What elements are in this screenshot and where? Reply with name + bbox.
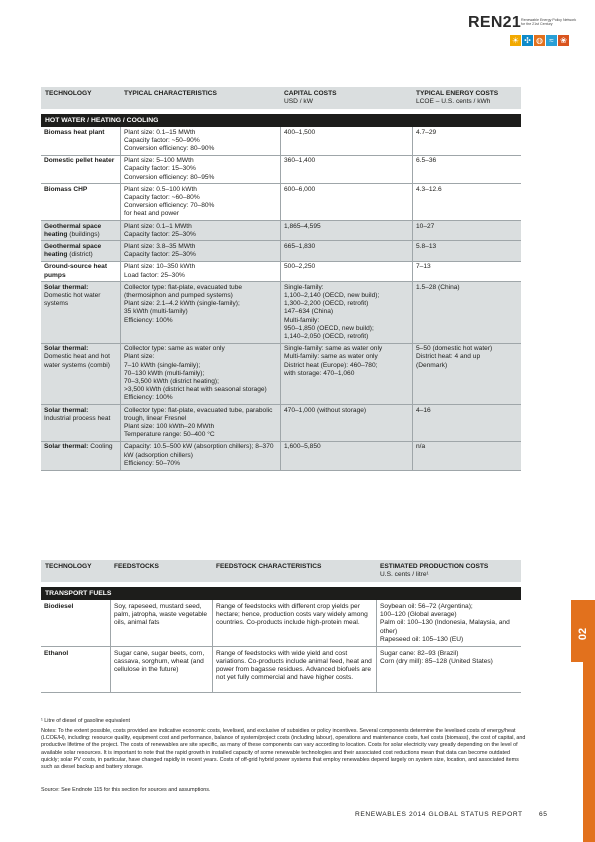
capital-costs-unit: USD / kW: [284, 98, 313, 105]
fuel-cost-table: [41, 560, 521, 693]
feedstocks-cell: Sugar cane, sugar beets, corn, cassava, sorghum, wheat (and cellulose in the future): [110, 647, 212, 692]
capital-cost-cell: 400–1,500: [280, 127, 412, 155]
col-technology: TECHNOLOGY: [45, 90, 92, 97]
capital-cost-cell: 1,865–4,595: [280, 221, 412, 240]
footnote-notes: Notes: To the extent possible, costs provided are indicative economic costs, levelised, and exclusive of subsidies or policy incentives. Several components determine the levelised costs of energy/heat (LCOE/H), including: resource quality, equipment cost and performance, balance of system/project costs (including labour), operations and maintenance costs, fuel costs (biomass), the cost of capital, and productive lifetime of the project. The costs of renewables are site specific, as many of these components can vary according to location. Costs for solar electricity vary greatly depending on the level of available solar resources. It is important to note that the rapid growth in installed capacity of some renewable technologies and their associated cost reductions mean that data can become outdated quickly; solar PV costs, in particular, have changed rapidly in recent years. Costs of off-grid hybrid power systems that employ renewables depend largely on system size, location, and associated items such as diesel backup and battery storage.: [41, 728, 526, 771]
section-transport: TRANSPORT FUELS: [41, 587, 521, 600]
table-row: [41, 221, 521, 241]
heat-table-body: [41, 127, 521, 471]
technology-name: Biomass CHP: [44, 185, 88, 193]
table-row: [41, 127, 521, 156]
technology-name: Solar thermal:: [44, 283, 89, 291]
capital-cost-cell: 360–1,400: [280, 156, 412, 184]
technology-name: Geothermal space heating: [44, 242, 102, 259]
col-characteristics: TYPICAL CHARACTERISTICS: [124, 90, 217, 97]
section-heating: HOT WATER / HEATING / COOLING: [41, 114, 521, 127]
feedstocks-cell: Soy, rapeseed, mustard seed, palm, jatropha, waste vegetable oils, animal fats: [110, 600, 212, 646]
characteristics-cell: Collector type: flat-plate, evacuated tube, parabolic trough, linear Fresnel Plant size: 100 kWth–20 MWth Temperature range: 50–400 °C: [120, 405, 280, 441]
production-cost-cell: Soybean oil: 56–72 (Argentina); 100–120 (Global average) Palm oil: 100–130 (Indonesia, Malaysia, and other) Rapeseed oil: 105–130 (EU): [376, 600, 521, 646]
fuel-table-body: [41, 600, 521, 693]
capital-cost-cell: 600–6,000: [280, 184, 412, 220]
energy-cost-cell: 4–16: [412, 405, 521, 441]
col-capital-costs: [280, 87, 412, 109]
technology-name: Biomass heat plant: [44, 128, 105, 136]
report-title: RENEWABLES 2014 GLOBAL STATUS REPORT: [355, 811, 523, 818]
capital-cost-cell: 1,600–5,850: [280, 442, 412, 470]
production-costs-unit: U.S. cents / litre¹: [380, 571, 429, 578]
energy-cost-cell: 10–27: [412, 221, 521, 240]
geothermal-icon: ❀: [558, 35, 569, 46]
technology-cell: [41, 262, 120, 281]
chapter-number: 02: [577, 627, 589, 641]
heat-cost-table: [41, 87, 521, 471]
production-costs-label: ESTIMATED PRODUCTION COSTS: [380, 563, 489, 570]
col-technology: TECHNOLOGY: [45, 563, 92, 570]
energy-cost-cell: 5.8–13: [412, 241, 521, 260]
energy-costs-unit: LCOE – U.S. cents / kWh: [416, 98, 491, 105]
energy-costs-label: TYPICAL ENERGY COSTS: [416, 90, 499, 97]
logo-tagline: Renewable Energy Policy Network for the 21st Century: [521, 18, 577, 27]
feedstock-characteristics-cell: Range of feedstocks with wide yield and cost variations. Co-products include animal feed, heat and power from bagasse residues. Advanced biofuels are not yet fully commercial and have higher costs.: [212, 647, 376, 692]
technology-subtype: (district): [69, 251, 93, 259]
technology-name: Domestic pellet heater: [44, 157, 115, 165]
technology-subtype: Domestic heat and hot water systems (combi): [44, 353, 110, 369]
technology-cell: Ethanol: [44, 649, 69, 657]
energy-cost-cell: 5–50 (domestic hot water) District heat: 4 and up (Denmark): [412, 344, 521, 404]
col-production-costs: [376, 560, 521, 582]
fuel-table-header: [41, 560, 521, 582]
table-row: [41, 600, 521, 647]
technology-name: Solar thermal:: [44, 406, 89, 414]
footnote-source: Source: See Endnote 115 for this section for sources and assumptions.: [41, 787, 211, 793]
table-row: [41, 442, 521, 471]
technology-name: Geothermal space heating: [44, 222, 102, 238]
energy-cost-cell: 4.3–12.6: [412, 184, 521, 220]
table-row: [41, 241, 521, 261]
feedstock-characteristics-cell: Range of feedstocks with different crop yields per hectare; hence, production costs vary widely among countries. Co-products include high-protein meal.: [212, 600, 376, 646]
table-row: [41, 184, 521, 221]
logo-icons: [510, 35, 569, 46]
heat-table-header: [41, 87, 521, 109]
characteristics-cell: Plant size: 5–100 MWth Capacity factor: 15–30% Conversion efficiency: 80–95%: [120, 156, 280, 184]
col-energy-costs: [412, 87, 521, 109]
chapter-strip: [583, 662, 595, 842]
technology-subtype: Domestic hot water systems: [44, 291, 101, 308]
technology-name: Solar thermal:: [44, 443, 89, 451]
logo-wordmark: REN21: [468, 14, 522, 31]
characteristics-cell: Collector type: flat-plate, evacuated tube (thermosiphon and pumped systems) Plant size: 2.1–4.2 kWth (single-family); 35 kWth (multi-family) Efficiency: 100%: [120, 282, 280, 342]
biomass-icon: ≈: [546, 35, 557, 46]
col-feedstock-characteristics: FEEDSTOCK CHARACTERISTICS: [216, 563, 322, 570]
technology-cell: [41, 156, 120, 184]
technology-cell: [41, 344, 120, 404]
table-row: [41, 647, 521, 693]
technology-cell: [41, 405, 120, 441]
capital-cost-cell: 665–1,830: [280, 241, 412, 260]
energy-cost-cell: 6.5–36: [412, 156, 521, 184]
table-row: [41, 262, 521, 282]
energy-cost-cell: 7–13: [412, 262, 521, 281]
technology-cell: [41, 241, 120, 260]
capital-cost-cell: 500–2,250: [280, 262, 412, 281]
characteristics-cell: Plant size: 10–350 kWth Load factor: 25–30%: [120, 262, 280, 281]
capital-costs-label: CAPITAL COSTS: [284, 90, 337, 97]
characteristics-cell: Collector type: same as water only Plant size: 7–10 kWth (single-family); 70–130 kWth (multi-family); 70–3,500 kWth (district heating); >3,500 kWth (district heat with seasonal storage) Efficiency: 100%: [120, 344, 280, 404]
technology-name: Solar thermal:: [44, 345, 89, 353]
characteristics-cell: Plant size: 0.1–1 MWth Capacity factor: 25–30%: [120, 221, 280, 240]
technology-cell: [41, 127, 120, 155]
characteristics-cell: Plant size: 0.5–100 kWth Capacity factor: ~60–80% Conversion efficiency: 70–80% for heat and power: [120, 184, 280, 220]
water-icon: ◍: [534, 35, 545, 46]
energy-cost-cell: 4.7–29: [412, 127, 521, 155]
page-number: 65: [539, 811, 548, 818]
table-row: [41, 282, 521, 343]
wind-icon: ✣: [522, 35, 533, 46]
technology-subtype: Industrial process heat: [44, 414, 111, 422]
table-row: [41, 344, 521, 405]
technology-cell: [41, 442, 120, 470]
chapter-tab: [571, 600, 595, 662]
table-row: [41, 405, 521, 442]
capital-cost-cell: 470–1,000 (without storage): [280, 405, 412, 441]
capital-cost-cell: Single-family: 1,100–2,140 (OECD, new build); 1,300–2,200 (OECD, retrofit) 147–634 (China) Multi-family: 950–1,850 (OECD, new build); 1,140–2,050 (OECD, retrofit): [280, 282, 412, 342]
characteristics-cell: Plant size: 3.8–35 MWth Capacity factor: 25–30%: [120, 241, 280, 260]
technology-cell: [41, 282, 120, 342]
technology-subtype: (buildings): [69, 230, 100, 238]
capital-cost-cell: Single-family: same as water only Multi-family: same as water only District heat (Europe): 460–780; with storage: 470–1,060: [280, 344, 412, 404]
technology-cell: [41, 184, 120, 220]
technology-cell: [41, 221, 120, 240]
technology-cell: Biodiesel: [44, 603, 74, 610]
technology-subtype: Cooling: [90, 443, 113, 451]
characteristics-cell: Capacity: 10.5–500 kW (absorption chillers); 8–370 kW (adsorption chillers) Efficiency: 50–70%: [120, 442, 280, 470]
col-feedstocks: FEEDSTOCKS: [114, 563, 159, 570]
technology-name: Ground-source heat pumps: [44, 263, 108, 279]
solar-icon: ☀: [511, 36, 520, 45]
characteristics-cell: Plant size: 0.1–15 MWth Capacity factor: ~50–90% Conversion efficiency: 80–90%: [120, 127, 280, 155]
ren21-logo: [468, 14, 578, 54]
page-footer: [355, 811, 548, 818]
energy-cost-cell: n/a: [412, 442, 521, 470]
table-row: [41, 156, 521, 185]
production-cost-cell: Sugar cane: 82–93 (Brazil) Corn (dry mill): 85–128 (United States): [376, 647, 521, 692]
energy-cost-cell: 1.5–28 (China): [412, 282, 521, 342]
footnote-litre: ¹ Litre of diesel of gasoline equivalent: [41, 718, 131, 724]
